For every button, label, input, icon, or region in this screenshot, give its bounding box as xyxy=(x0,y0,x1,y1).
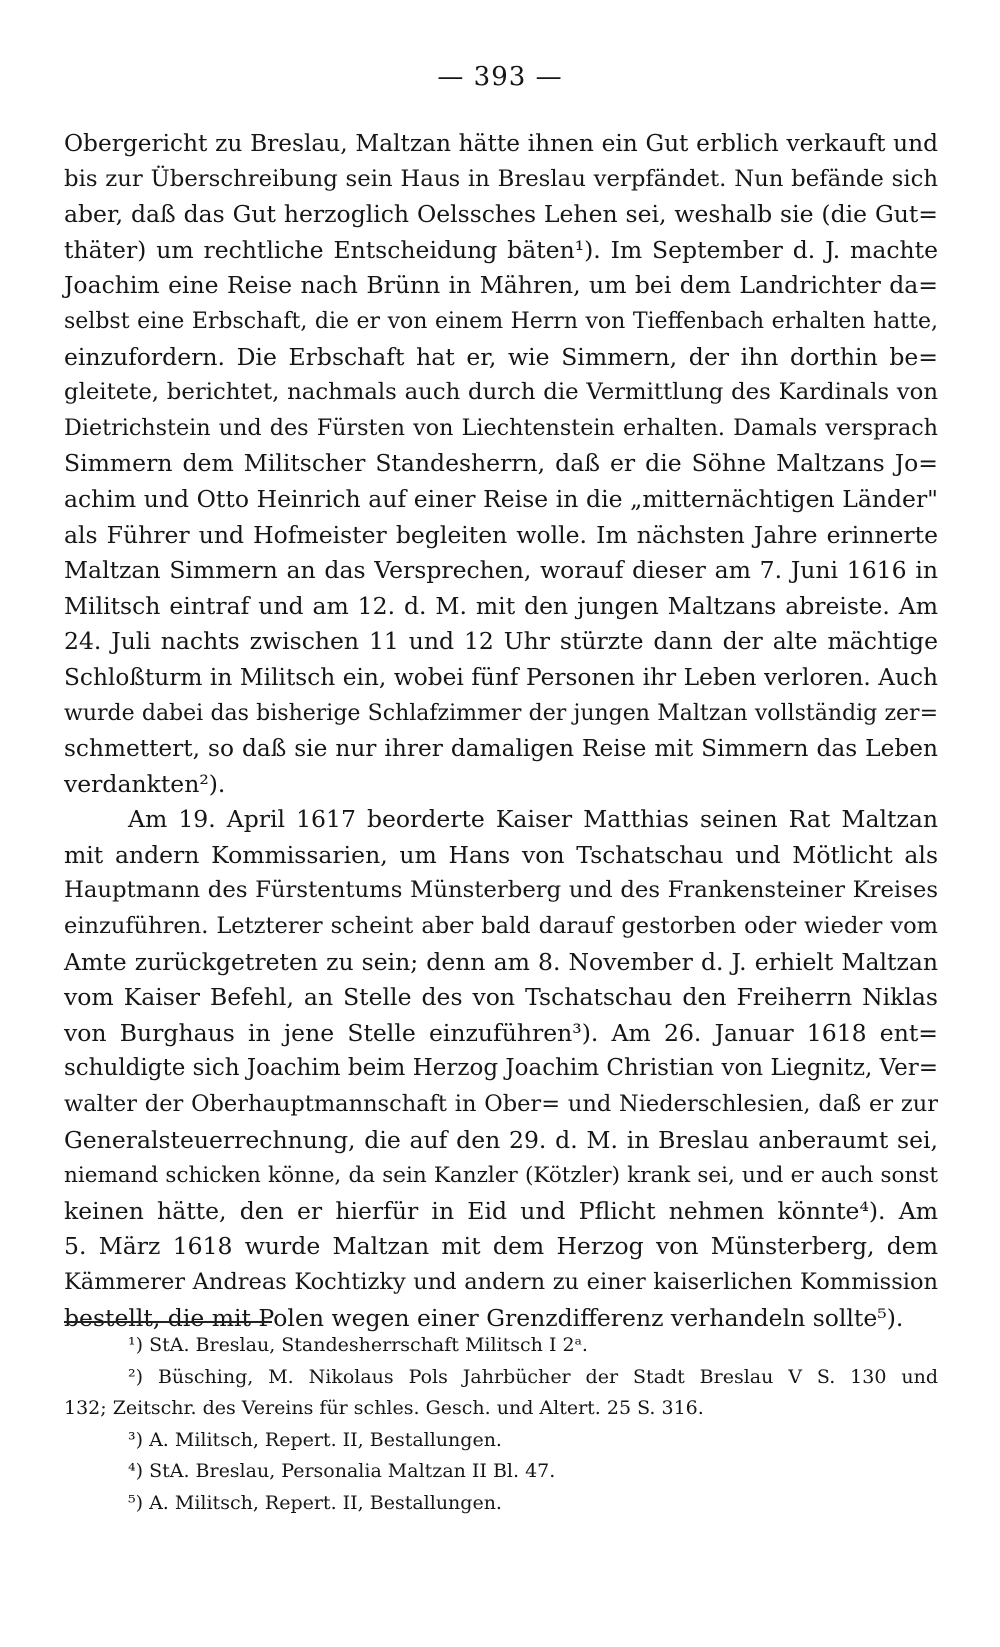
text-line: selbst eine Erbschaft, die er von einem Herrn von Tieffenbach erhalten hatte, xyxy=(64,308,938,334)
text-line: einzuführen. Letzterer scheint aber bald darauf gestorben oder wieder vom xyxy=(64,913,938,940)
text-line: als Führer und Hofmeister begleiten wolle. Im nächsten Jahre erinnerte xyxy=(64,520,938,549)
text-line: 24. Juli nachts zwischen 11 und 12 Uhr stürzte dann der alte mächtige xyxy=(64,627,938,656)
text-line: Kämmerer Andreas Kochtizky und andern zu einer kaiserlichen Kommission xyxy=(64,1269,938,1295)
text-line: Generalsteuerrechnung, die auf den 29. d. M. in Breslau anberaumt sei, xyxy=(64,1125,938,1154)
text-line: 5. März 1618 wurde Maltzan mit dem Herzog von Münsterberg, dem xyxy=(64,1232,938,1261)
text-line: achim und Otto Heinrich auf einer Reise in die „mitternächtigen Länder" xyxy=(64,484,938,513)
text-line: Militsch eintraf und am 12. d. M. mit den jungen Maltzans abreiste. Am xyxy=(64,591,938,620)
text-line: Simmern dem Militscher Standesherrn, daß er die Söhne Maltzans Jo= xyxy=(64,449,938,478)
text-line: gleitete, berichtet, nachmals auch durch die Vermittlung des Kardinals von xyxy=(64,379,938,406)
text-line: aber, daß das Gut herzoglich Oelssches Lehen sei, weshalb sie (die Gut= xyxy=(64,200,938,229)
footnote-line: ¹) StA. Breslau, Standesherrschaft Militsch I 2ᵃ. xyxy=(128,1334,588,1356)
footnote-line: ⁴) StA. Breslau, Personalia Maltzan II Bl. 47. xyxy=(128,1460,556,1482)
text-line: mit andern Kommissarien, um Hans von Tschatschau und Mötlicht als xyxy=(64,840,938,869)
text-line: bestellt, die mit Polen wegen einer Grenzdifferenz verhandeln sollte⁵). xyxy=(64,1303,904,1332)
footnote-line: ³) A. Militsch, Repert. II, Bestallungen. xyxy=(128,1428,502,1451)
text-line: Schloßturm in Militsch ein, wobei fünf Personen ihr Leben verloren. Auch xyxy=(64,663,938,691)
text-line: verdankten²). xyxy=(64,769,226,798)
footnote-divider xyxy=(64,1321,272,1323)
page-number: — 393 — xyxy=(437,62,563,92)
footnote-line: ²) Büsching, M. Nikolaus Pols Jahrbücher der Stadt Breslau V S. 130 und xyxy=(128,1365,938,1388)
text-line: Am 19. April 1617 beorderte Kaiser Matthias seinen Rat Maltzan xyxy=(128,805,938,834)
text-line: Obergericht zu Breslau, Maltzan hätte ihnen ein Gut erblich verkauft und xyxy=(64,130,938,157)
text-line: Dietrichstein und des Fürsten von Liechtenstein erhalten. Damals versprach xyxy=(64,414,938,441)
footnotes xyxy=(64,1330,938,1519)
text-line: von Burghaus in jene Stelle einzuführen³). Am 26. Januar 1618 ent= xyxy=(64,1018,938,1047)
text-line: wurde dabei das bisherige Schlafzimmer der jungen Maltzan vollständig zer= xyxy=(64,700,938,726)
footnote-line: ⁵) A. Militsch, Repert. II, Bestallungen. xyxy=(128,1491,502,1514)
text-line: thäter) um rechtliche Entscheidung bäten¹). Im September d. J. machte xyxy=(64,235,938,264)
text-line: Joachim eine Reise nach Brünn in Mähren, um bei dem Landrichter da= xyxy=(64,271,938,300)
text-line: walter der Oberhauptmannschaft in Ober= und Niederschlesien, daß er zur xyxy=(64,1091,938,1118)
text-line: vom Kaiser Befehl, an Stelle des von Tschatschau den Freiherrn Niklas xyxy=(64,983,938,1012)
text-line: bis zur Überschreibung sein Haus in Breslau verpfändet. Nun befände sich xyxy=(64,165,938,192)
body-text xyxy=(64,126,938,1336)
text-line: einzufordern. Die Erbschaft hat er, wie Simmern, der ihn dorthin be= xyxy=(64,342,938,371)
text-line: keinen hätte, den er hierfür in Eid und Pflicht nehmen könnte⁴). Am xyxy=(64,1196,938,1225)
text-line: niemand schicken könne, da sein Kanzler (Kötzler) krank sei, und er auch sonst xyxy=(64,1163,938,1189)
text-line: Amte zurückgetreten zu sein; denn am 8. November d. J. erhielt Maltzan xyxy=(64,947,938,976)
footnote-line: 132; Zeitschr. des Vereins für schles. Gesch. und Altert. 25 S. 316. xyxy=(64,1397,704,1419)
text-line: Maltzan Simmern an das Versprechen, worauf dieser am 7. Juni 1616 in xyxy=(64,556,938,585)
text-line: schuldigte sich Joachim beim Herzog Joachim Christian von Liegnitz, Ver= xyxy=(64,1055,938,1082)
text-line: schmettert, so daß sie nur ihrer damaligen Reise mit Simmern das Leben xyxy=(64,735,938,763)
text-line: Hauptmann des Fürstentums Münsterberg und des Frankensteiner Kreises xyxy=(64,877,938,904)
